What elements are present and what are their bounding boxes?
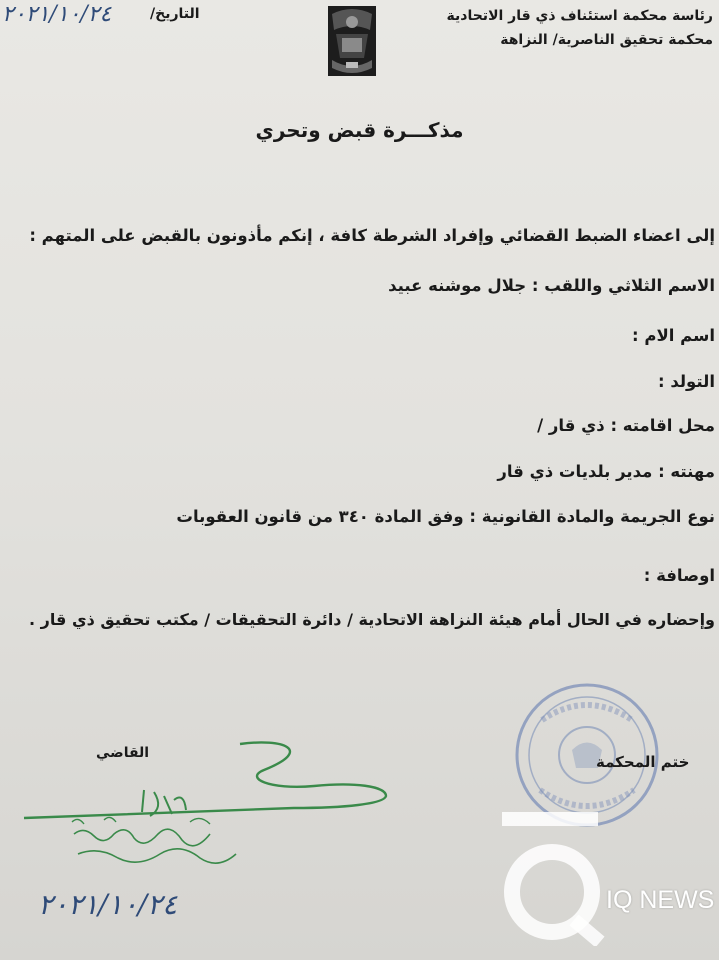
- document-title: مذكـــرة قبض وتحري: [255, 118, 464, 142]
- mother-name-line: اسم الام :: [632, 326, 715, 345]
- court-header-line-1: رئاسة محكمة استئناف ذي قار الاتحادية: [446, 8, 713, 24]
- birth-line: التولد :: [657, 372, 715, 391]
- watermark-brand: IQ NEWS: [606, 886, 715, 914]
- judge-label: القاضي: [96, 745, 150, 761]
- judge-signature: [14, 730, 394, 880]
- handwritten-date: ٢٠٢١/١٠/٢٤: [2, 2, 112, 27]
- signature-date: ٢٠٢١/١٠/٢٤: [38, 888, 178, 921]
- crime-article-line: نوع الجريمة والمادة القانونية : وفق المادة ٣٤٠ من قانون العقوبات: [176, 507, 715, 526]
- summons-line: وإحضاره في الحال أمام هيئة النزاهة الاتحادية / دائرة التحقيقات / مكتب تحقيق ذي قار .: [29, 610, 715, 629]
- residence-line: محل اقامته : ذي قار /: [537, 416, 715, 435]
- iq-news-logo-icon: [492, 808, 620, 946]
- addressee-line: إلى اعضاء الضبط القضائي وإفراد الشرطة كافة ، إنكم مأذونون بالقبض على المتهم :: [29, 226, 715, 245]
- court-seal-label: ختم المحكمة: [596, 753, 690, 771]
- iraq-emblem-icon: [320, 0, 384, 80]
- description-line: اوصافة :: [643, 566, 715, 585]
- occupation-line: مهنته : مدير بلديات ذي قار: [497, 462, 715, 481]
- court-header-line-2: محكمة تحقيق الناصرية/ النزاهة: [500, 32, 713, 48]
- full-name-line: الاسم الثلاثي واللقب : جلال موشنه عبيد: [388, 276, 715, 295]
- date-label: التاريخ/: [150, 6, 200, 22]
